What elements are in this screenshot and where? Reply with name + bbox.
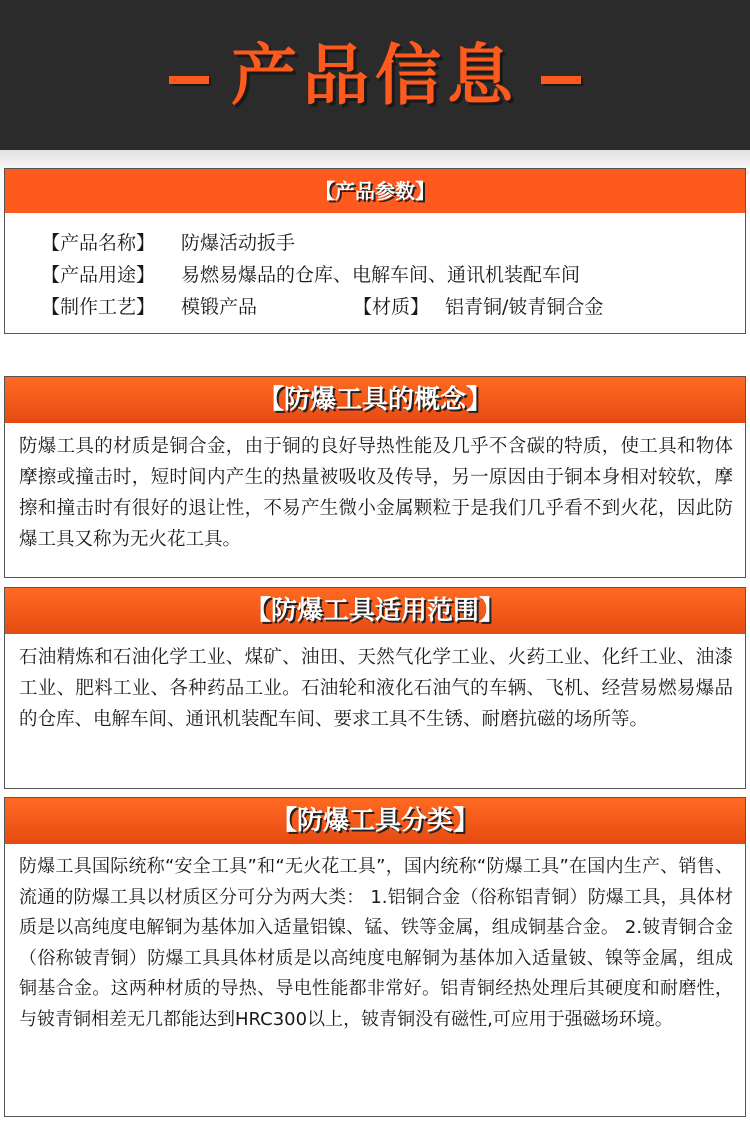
param-key: 【制作工艺】	[41, 296, 156, 318]
param-key: 【产品用途】	[41, 264, 156, 286]
params-heading-text: 【产品参数】	[315, 179, 435, 203]
classify-section	[4, 797, 746, 1117]
banner-title	[0, 22, 750, 117]
scope-heading-text: 【防爆工具适用范围】	[244, 596, 505, 626]
concept-heading	[5, 377, 745, 423]
concept-heading-text: 【防爆工具的概念】	[257, 385, 492, 415]
left-dash	[169, 76, 209, 84]
param-value: 易燃易爆品的仓库、电解车间、通讯机装配车间	[181, 264, 581, 286]
param-row-name	[41, 227, 745, 259]
param-row-craft	[41, 291, 745, 323]
concept-text: 防爆工具的材质是铜合金，由于铜的良好导热性能及几乎不含碳的特质，使工具和物体摩擦或撞击时，短时间内产生的热量被吸收及传导，另一原因由于铜本身相对较软，摩擦和撞击时有很好的退让性，不易产生微小金属颗粒于是我们几乎看不到火花，因此防爆工具又称为无火花工具。	[19, 436, 733, 550]
concept-section	[4, 376, 746, 578]
params-list	[5, 213, 745, 323]
param-value: 铝青铜/铍青铜合金	[445, 296, 604, 318]
param-key: 【材质】	[353, 296, 430, 318]
scope-heading	[5, 588, 745, 634]
param-value: 防爆活动扳手	[181, 232, 296, 254]
param-value: 模锻产品	[181, 296, 258, 318]
param-row-use	[41, 259, 745, 291]
classify-heading-text: 【防爆工具分类】	[270, 806, 479, 836]
right-dash	[541, 76, 581, 84]
banner-title-text: 产品信息	[231, 37, 519, 114]
params-section	[4, 168, 746, 334]
header-banner	[0, 0, 750, 150]
scope-section	[4, 587, 746, 789]
param-key: 【产品名称】	[41, 232, 156, 254]
params-heading	[5, 169, 745, 213]
classify-heading	[5, 798, 745, 844]
scope-text: 石油精炼和石油化学工业、煤矿、油田、天然气化学工业、火药工业、化纤工业、油漆工业、肥料工业、各种药品工业。石油轮和液化石油气的车辆、飞机、经营易燃易爆品的仓库、电解车间、通讯机装配车间、要求工具不生锈、耐磨抗磁的场所等。	[19, 647, 733, 730]
classify-text: 防爆工具国际统称“安全工具”和“无火花工具”，国内统称“防爆工具”在国内生产、销售、流通的防爆工具以材质区分可分为两大类： 1.铝铜合金（俗称铝青铜）防爆工具，具体材质是以高纯度电解铜为基体加入适量铝镍、锰、铁等金属，组成铜基合金。 2.铍青铜合金（俗称铍青铜）防爆工具具体材质是以高纯度电解铜为基体加入适量铍、镍等金属，组成铜基合金。这两种材质的导热、导电性能都非常好。铝青铜经热处理后其硬度和耐磨性，与铍青铜相差无几都能达到HRC300以上，铍青铜没有磁性,可应用于强磁场环境。	[19, 856, 733, 1030]
